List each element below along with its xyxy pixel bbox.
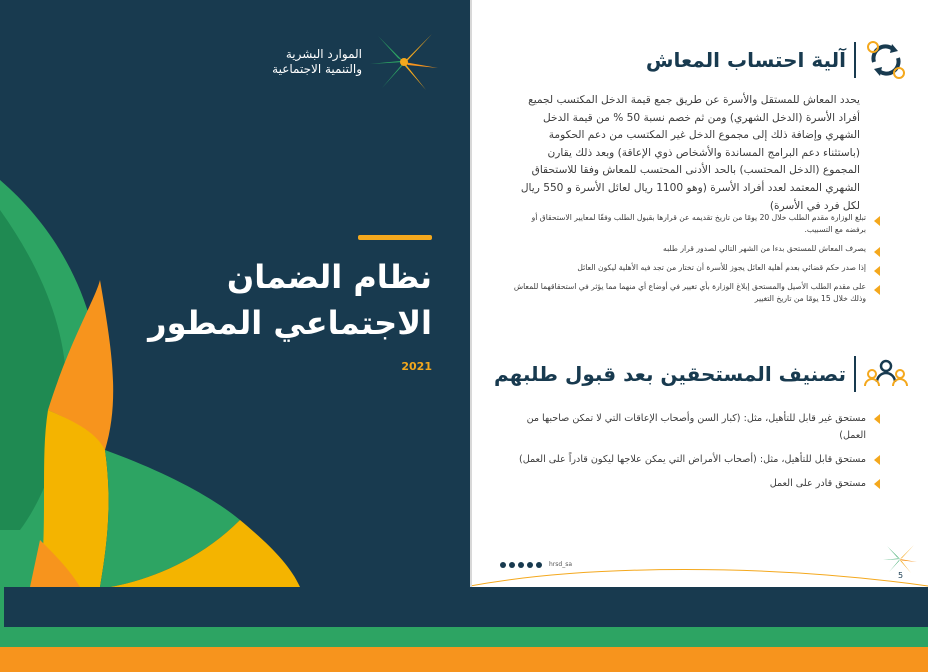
section-2-title: تصنيف المستحقين بعد قبول طلبهم [493, 362, 846, 386]
section-1-header [646, 38, 908, 82]
section-2-bullets [510, 410, 880, 499]
list-item: مستحق قادر على العمل [510, 475, 880, 492]
section-2-divider [854, 356, 856, 392]
list-item: إذا صدر حكم قضائي بعدم أهلية العائل يجوز للأسرة أن تختار من تجد فيه الأهلية ليكون العائل [510, 262, 880, 274]
cover-title [132, 254, 432, 346]
cover-title-line-1: نظام الضمان [226, 258, 432, 296]
list-item: يصرف المعاش للمستحق بدءا من الشهر التالي لصدور قرار طلبه [510, 243, 880, 255]
star-logo-small-icon [882, 544, 918, 574]
social-links [500, 561, 572, 568]
section-1-bullets [510, 212, 880, 312]
cover-title-line-2: الاجتماعي المطور [148, 304, 432, 342]
facebook-icon[interactable] [509, 562, 515, 568]
list-item: مستحق غير قابل للتأهيل، مثل: (كبار السن وأصحاب الإعاقات التي لا تمكن صاحبها من العمل) [510, 410, 880, 444]
youtube-icon[interactable] [518, 562, 524, 568]
logo-line-1: الموارد البشرية [285, 47, 362, 61]
list-item: على مقدم الطلب الأصيل والمستحق إبلاغ الوزارة بأي تغيير في أوضاع أي منهما مما يؤثر في استحقاقهما للمعاش وذلك خلال 15 يومًا من تاريخ التغيير [510, 281, 880, 305]
title-accent-bar [358, 235, 432, 240]
section-1-title: آلية احتساب المعاش [645, 48, 846, 72]
ministry-logo [272, 32, 440, 92]
social-handle: hrsd_sa [549, 561, 573, 568]
twitter-icon[interactable] [500, 562, 506, 568]
page-gutter [470, 0, 472, 587]
gear-sync-icon [864, 38, 908, 82]
cover-year: 2021 [401, 360, 432, 373]
bottom-band-navy [0, 587, 928, 627]
bottom-band-orange [0, 647, 928, 672]
people-group-icon [864, 352, 908, 396]
list-item: تبلغ الوزارة مقدم الطلب خلال 20 يومًا من تاريخ تقديمه عن قرارها بقبول الطلب وفقًا لمعايير الاستحقاق أو برفضه مع التسبيب. [510, 212, 880, 236]
instagram-icon[interactable] [527, 562, 533, 568]
logo-line-2: والتنمية الاجتماعية [272, 62, 362, 76]
cover-panel [0, 0, 470, 587]
ministry-name [272, 47, 362, 77]
section-2-header [494, 352, 908, 396]
section-1-paragraph: يحدد المعاش للمستقل والأسرة عن طريق جمع قيمة الدخل المكتسب لجميع أفراد الأسرة (الدخل الشهري) ومن ثم خصم نسبة 50 % من قيمة الدخل الشهري وإضافة ذلك إلى مجموع الدخل غير المكتسب من دعم الحكومة (باستثناء دعم البرامج المساندة والأشخاص ذوي الإعاقة) وبعد ذلك يقارن المجموع (الدخل المحتسب) بالحد الأدنى المحتسب للمعاش وفقا للاستحقاق الشهري المعتمد لعدد أفراد الأسرة (وهو 1100 ريال لعائل الأسرة و 550 ريال لكل فرد في الأسرة) [520, 94, 860, 212]
linkedin-icon[interactable] [536, 562, 542, 568]
page-number: 5 [898, 571, 904, 580]
bottom-band-accent [0, 587, 4, 627]
content-page [470, 0, 928, 587]
list-item: مستحق قابل للتأهيل، مثل: (أصحاب الأمراض التي يمكن علاجها ليكون قادراً على العمل) [510, 451, 880, 468]
section-1-divider [854, 42, 856, 78]
star-logo-icon [368, 32, 440, 92]
bottom-band-green [0, 627, 928, 647]
